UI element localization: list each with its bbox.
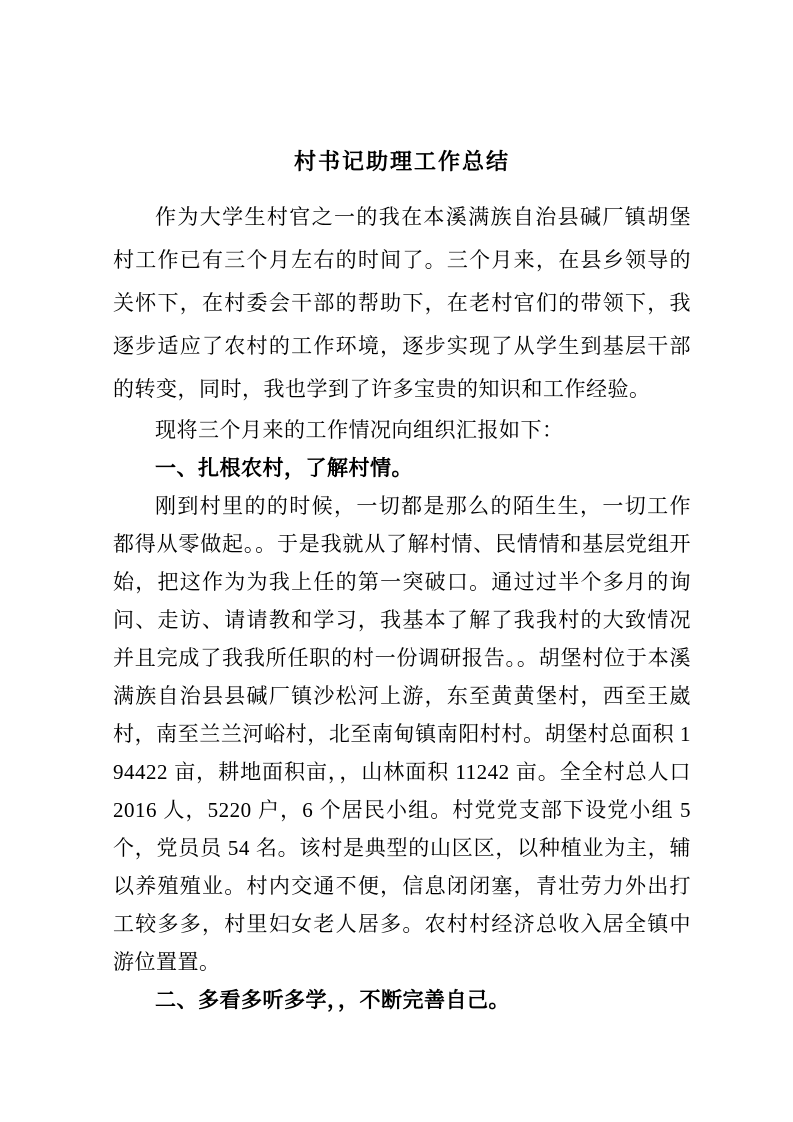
document-content [113,146,691,1019]
document-title: 村书记助理工作总结 [293,149,510,174]
paragraph-intro: 作为大学生村官之一的我在本溪满族自治县碱厂镇胡堡村工作已有三个月左右的时间了。三个月来，在县乡领导的关怀下，在村委会干部的帮助下，在老村官们的带领下，我逐步适应了农村的工作环境，逐步实现了从学生到基层干部的转变，同时，我也学到了许多宝贵的知识和工作经验。 [113,205,691,401]
section-heading-2: 二、多看多听多学，，不断完善自己。 [155,988,510,1012]
paragraph-section-1-body: 刚到村里的的时候，一切都是那么的陌生生，一切工作都得从零做起。。于是我就从了解村情、民情情和基层党组开始，把这作为为我上任的第一突破口。通过过半个多月的询问、走访、请请教和学习，我基本了解了我我村的大致情况并且完成了我我所任职的村一份调研报告。。胡堡村位于本溪满族自治县县碱厂镇沙松河上游，东至黄黄堡村，西至王崴村，南至兰兰河峪村，北至南甸镇南阳村村。胡堡村总面积 194422 亩，耕地面积亩，，山林面积 11242 亩。全全村总人口 2016 人，5220 户，6 个居民小组。村党党支部下设党小组 5 个，党员员 54 名。该村是典型的山区区，以种植业为主，辅以养殖殖业。村内交通不便，信息闭闭塞，青壮劳力外出打工较多多，村里妇女老人居多。农村村经济总收入居全镇中游位置置。 [113,494,691,974]
section-heading-1: 一、扎根农村，了解村情。 [155,456,413,480]
paragraph-report-lead: 现将三个月来的工作情况向组织汇报如下： [155,418,564,442]
